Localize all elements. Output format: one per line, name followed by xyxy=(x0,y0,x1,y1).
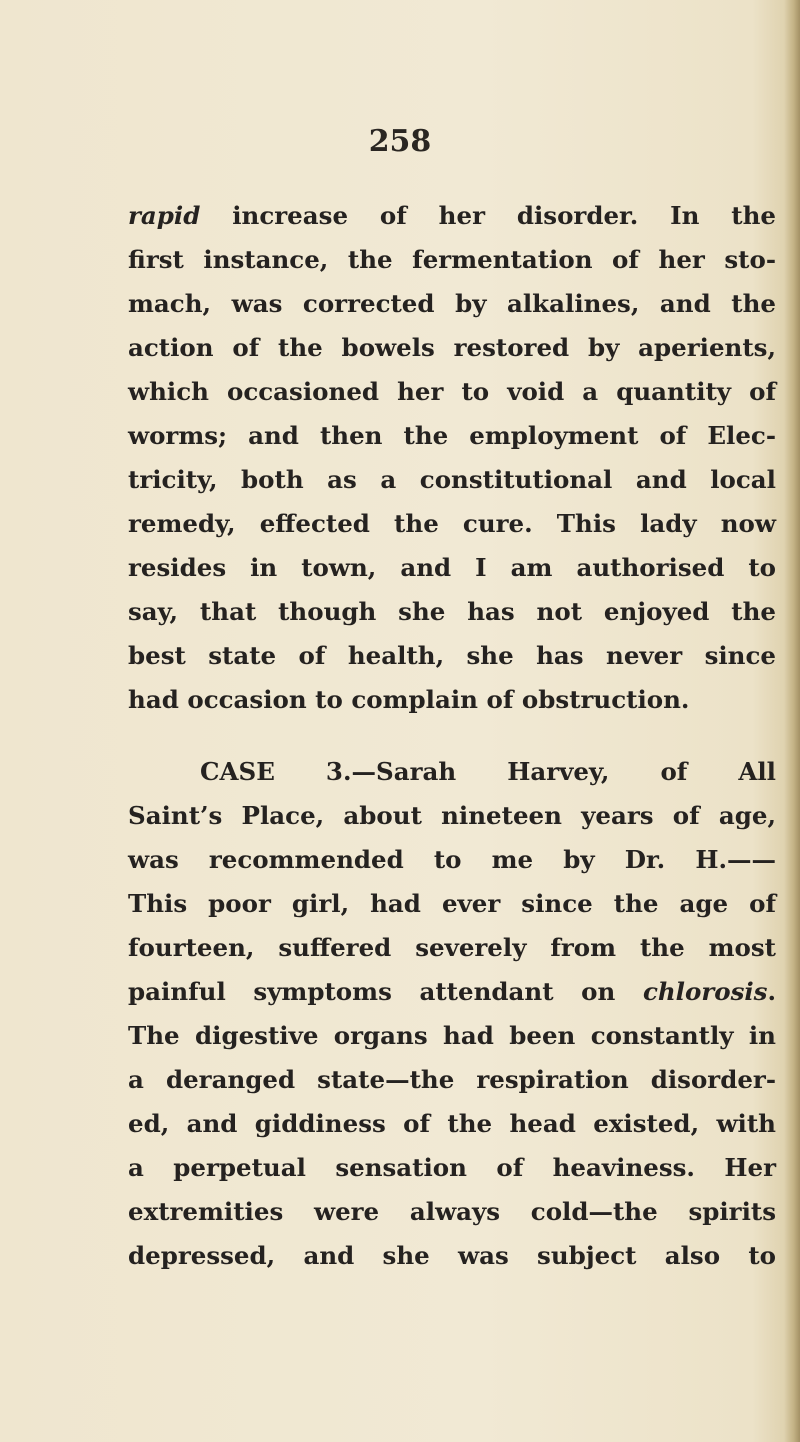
text-line: first instance, the fermentation of her sto- xyxy=(128,245,776,274)
text-line: was recommended to me by Dr. H.—— xyxy=(128,845,776,874)
case-heading-line: CASE 3.—Sarah Harvey, of All xyxy=(200,757,776,786)
text-line: ed, and giddiness of the head existed, with xyxy=(128,1109,776,1138)
text-line: This poor girl, had ever since the age of xyxy=(128,889,776,918)
text-line: Saint’s Place, about nineteen years of age, xyxy=(128,801,776,830)
text-line xyxy=(128,194,776,238)
text-line: worms; and then the employment of Elec- xyxy=(128,421,776,450)
italic-word: chlorosis xyxy=(642,977,768,1006)
text-line: remedy, effected the cure. This lady now xyxy=(128,509,776,538)
line-text: increase of her disorder. In the xyxy=(200,201,776,230)
page-number: 258 xyxy=(368,124,432,159)
text-line xyxy=(128,970,776,1014)
text-line: fourteen, suffered severely from the most xyxy=(128,933,776,962)
text-line: a deranged state—the respiration disorder- xyxy=(128,1065,776,1094)
text-line: had occasion to complain of obstruction. xyxy=(128,685,690,714)
text-line: say, that though she has not enjoyed the xyxy=(128,597,776,626)
line-text: . xyxy=(767,977,776,1006)
text-line: depressed, and she was subject also to xyxy=(128,1241,776,1270)
text-line: extremities were always cold—the spirits xyxy=(128,1197,776,1226)
text-line: resides in town, and I am authorised to xyxy=(128,553,776,582)
paragraph-gap xyxy=(128,722,776,750)
page-edge-shadow xyxy=(784,0,800,1442)
paragraph xyxy=(128,750,776,1278)
text-line: a perpetual sensation of heaviness. Her xyxy=(128,1153,776,1182)
text-line: best state of health, she has never since xyxy=(128,641,776,670)
text-line: The digestive organs had been constantly in xyxy=(128,1021,776,1050)
text-line: action of the bowels restored by aperients, xyxy=(128,333,776,362)
text-line: which occasioned her to void a quantity of xyxy=(128,377,776,406)
italic-word: rapid xyxy=(128,201,201,230)
text-line: tricity, both as a constitutional and local xyxy=(128,465,776,494)
text-line: mach, was corrected by alkalines, and the xyxy=(128,289,776,318)
paragraph xyxy=(128,194,776,722)
body-text xyxy=(128,194,776,1278)
line-text: painful symptoms attendant on xyxy=(128,977,643,1006)
